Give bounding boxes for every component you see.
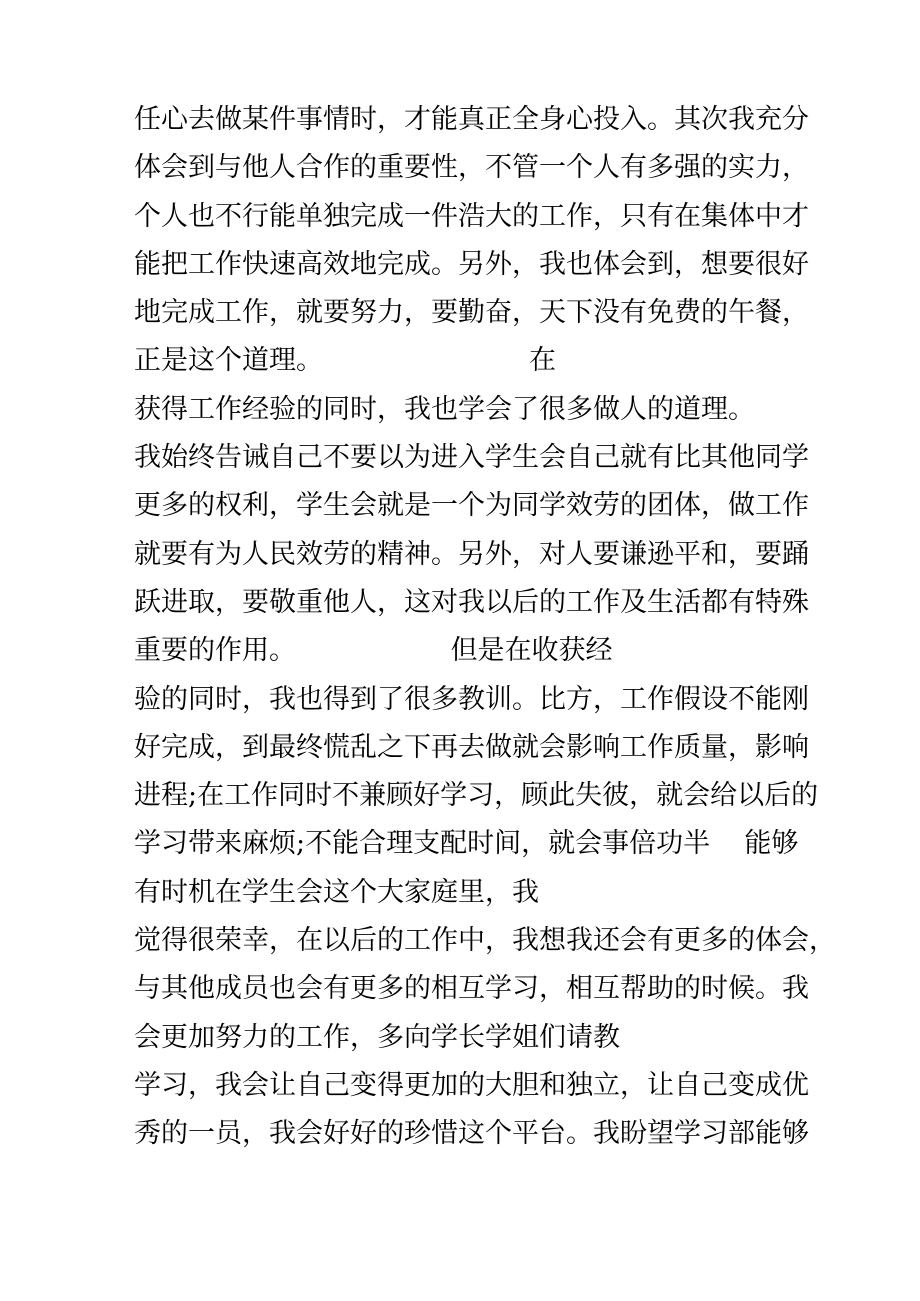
text-line: 更多的权利，学生会就是一个为同学效劳的团体，做工作 — [134, 490, 809, 522]
text-line: 正是这个道理。 在 — [134, 345, 556, 377]
text-line: 我始终告诫自己不要以为进入学生会自己就有比其他同学 — [134, 442, 809, 474]
text-line: 与其他成员也会有更多的相互学习，相互帮助的时候。我 — [134, 973, 809, 1005]
text-line: 秀的一员，我会好好的珍惜这个平台。我盼望学习部能够 — [134, 1118, 809, 1150]
text-line: 个人也不行能单独完成一件浩大的工作，只有在集体中才 — [134, 200, 809, 232]
body-text — [134, 96, 836, 1159]
text-line: 能把工作快速高效地完成。另外，我也体会到，想要很好 — [134, 248, 809, 280]
text-line: 有时机在学生会这个大家庭里，我 — [134, 876, 539, 908]
text-line: 重要的作用。 但是在收获经 — [134, 635, 613, 667]
text-line: 进程;在工作同时不兼顾好学习，顾此失彼，就会给以后的 — [134, 780, 819, 812]
text-line: 跃进取，要敬重他人，这对我以后的工作及生活都有特殊 — [134, 586, 809, 618]
text-line: 觉得很荣幸，在以后的工作中，我想我还会有更多的体会， — [134, 925, 836, 957]
text-line: 学习带来麻烦;不能合理支配时间，就会事倍功半 能够 — [134, 828, 799, 860]
text-line: 任心去做某件事情时，才能真正全身心投入。其次我充分 — [134, 104, 809, 135]
text-line: 学习，我会让自己变得更加的大胆和独立，让自己变成优 — [134, 1069, 809, 1101]
text-line: 验的同时，我也得到了很多教训。比方，工作假设不能刚 — [134, 683, 809, 715]
text-line: 好完成，到最终慌乱之下再去做就会影响工作质量，影响 — [134, 731, 809, 763]
text-line: 体会到与他人合作的重要性，不管一个人有多强的实力， — [134, 152, 809, 184]
text-line: 会更加努力的工作，多向学长学姐们请教 — [134, 1021, 620, 1053]
text-line: 地完成工作，就要努力，要勤奋，天下没有免费的午餐， — [134, 297, 809, 329]
text-line: 获得工作经验的同时，我也学会了很多做人的道理。 — [134, 393, 755, 425]
text-line: 就要有为人民效劳的精神。另外，对人要谦逊平和，要踊 — [134, 538, 809, 570]
